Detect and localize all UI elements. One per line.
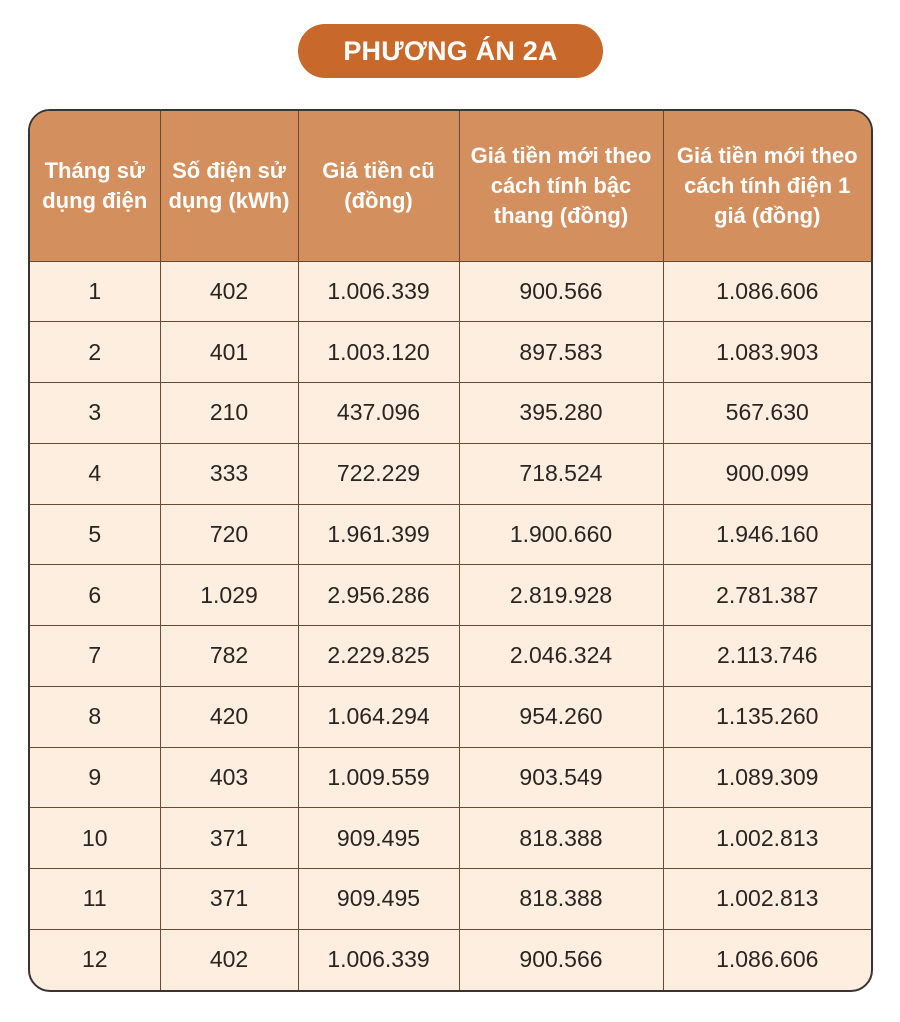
table-row	[30, 686, 871, 747]
table-row	[30, 383, 871, 444]
cell-new-tiered-price: 718.524	[459, 443, 663, 504]
cell-usage: 333	[160, 443, 298, 504]
table-body	[30, 261, 871, 990]
table-row	[30, 869, 871, 930]
table-row	[30, 443, 871, 504]
cell-new-single-price: 1.086.606	[663, 261, 871, 322]
cell-old-price: 722.229	[298, 443, 459, 504]
cell-month: 5	[30, 504, 160, 565]
cell-month: 10	[30, 808, 160, 869]
cell-old-price: 909.495	[298, 808, 459, 869]
cell-usage: 420	[160, 686, 298, 747]
cell-old-price: 1.006.339	[298, 929, 459, 990]
cell-usage: 720	[160, 504, 298, 565]
table-row	[30, 626, 871, 687]
cell-new-tiered-price: 2.046.324	[459, 626, 663, 687]
cell-old-price: 2.229.825	[298, 626, 459, 687]
cell-month: 11	[30, 869, 160, 930]
table-row	[30, 747, 871, 808]
cell-new-single-price: 1.135.260	[663, 686, 871, 747]
cell-new-single-price: 2.113.746	[663, 626, 871, 687]
cell-new-tiered-price: 395.280	[459, 383, 663, 444]
cell-usage: 401	[160, 322, 298, 383]
page-title: PHƯƠNG ÁN 2A	[298, 24, 603, 78]
cell-old-price: 2.956.286	[298, 565, 459, 626]
cell-new-single-price: 1.083.903	[663, 322, 871, 383]
cell-new-tiered-price: 903.549	[459, 747, 663, 808]
cell-old-price: 1.064.294	[298, 686, 459, 747]
cell-new-tiered-price: 900.566	[459, 929, 663, 990]
cell-new-single-price: 2.781.387	[663, 565, 871, 626]
cell-old-price: 909.495	[298, 869, 459, 930]
cell-usage: 782	[160, 626, 298, 687]
cell-old-price: 1.009.559	[298, 747, 459, 808]
cell-month: 1	[30, 261, 160, 322]
cell-month: 3	[30, 383, 160, 444]
cell-usage: 371	[160, 869, 298, 930]
cell-usage: 210	[160, 383, 298, 444]
header-usage: Số điện sử dụng (kWh)	[160, 111, 298, 261]
cell-usage: 402	[160, 929, 298, 990]
cell-month: 2	[30, 322, 160, 383]
cell-new-tiered-price: 818.388	[459, 869, 663, 930]
cell-new-single-price: 567.630	[663, 383, 871, 444]
cell-new-single-price: 1.946.160	[663, 504, 871, 565]
table-header-row	[30, 111, 871, 261]
cell-month: 12	[30, 929, 160, 990]
cell-new-single-price: 1.002.813	[663, 808, 871, 869]
data-table-container	[28, 109, 873, 992]
table-row	[30, 261, 871, 322]
header-old-price: Giá tiền cũ (đồng)	[298, 111, 459, 261]
table-row	[30, 929, 871, 990]
cell-old-price: 1.006.339	[298, 261, 459, 322]
header-month: Tháng sử dụng điện	[30, 111, 160, 261]
cell-month: 9	[30, 747, 160, 808]
cell-new-single-price: 1.086.606	[663, 929, 871, 990]
cell-usage: 371	[160, 808, 298, 869]
header-new-tiered-price: Giá tiền mới theo cách tính bậc thang (đồng)	[459, 111, 663, 261]
cell-new-single-price: 1.089.309	[663, 747, 871, 808]
cell-month: 4	[30, 443, 160, 504]
cell-usage: 1.029	[160, 565, 298, 626]
cell-new-single-price: 900.099	[663, 443, 871, 504]
cell-old-price: 437.096	[298, 383, 459, 444]
cell-month: 6	[30, 565, 160, 626]
cell-old-price: 1.961.399	[298, 504, 459, 565]
cell-usage: 402	[160, 261, 298, 322]
cell-month: 7	[30, 626, 160, 687]
cell-new-tiered-price: 900.566	[459, 261, 663, 322]
cell-month: 8	[30, 686, 160, 747]
table-row	[30, 565, 871, 626]
cell-old-price: 1.003.120	[298, 322, 459, 383]
data-table	[30, 111, 871, 990]
table-row	[30, 322, 871, 383]
cell-new-tiered-price: 897.583	[459, 322, 663, 383]
table-row	[30, 808, 871, 869]
cell-new-tiered-price: 954.260	[459, 686, 663, 747]
cell-usage: 403	[160, 747, 298, 808]
cell-new-single-price: 1.002.813	[663, 869, 871, 930]
cell-new-tiered-price: 1.900.660	[459, 504, 663, 565]
table-row	[30, 504, 871, 565]
header-new-single-price: Giá tiền mới theo cách tính điện 1 giá (đồng)	[663, 111, 871, 261]
cell-new-tiered-price: 818.388	[459, 808, 663, 869]
cell-new-tiered-price: 2.819.928	[459, 565, 663, 626]
